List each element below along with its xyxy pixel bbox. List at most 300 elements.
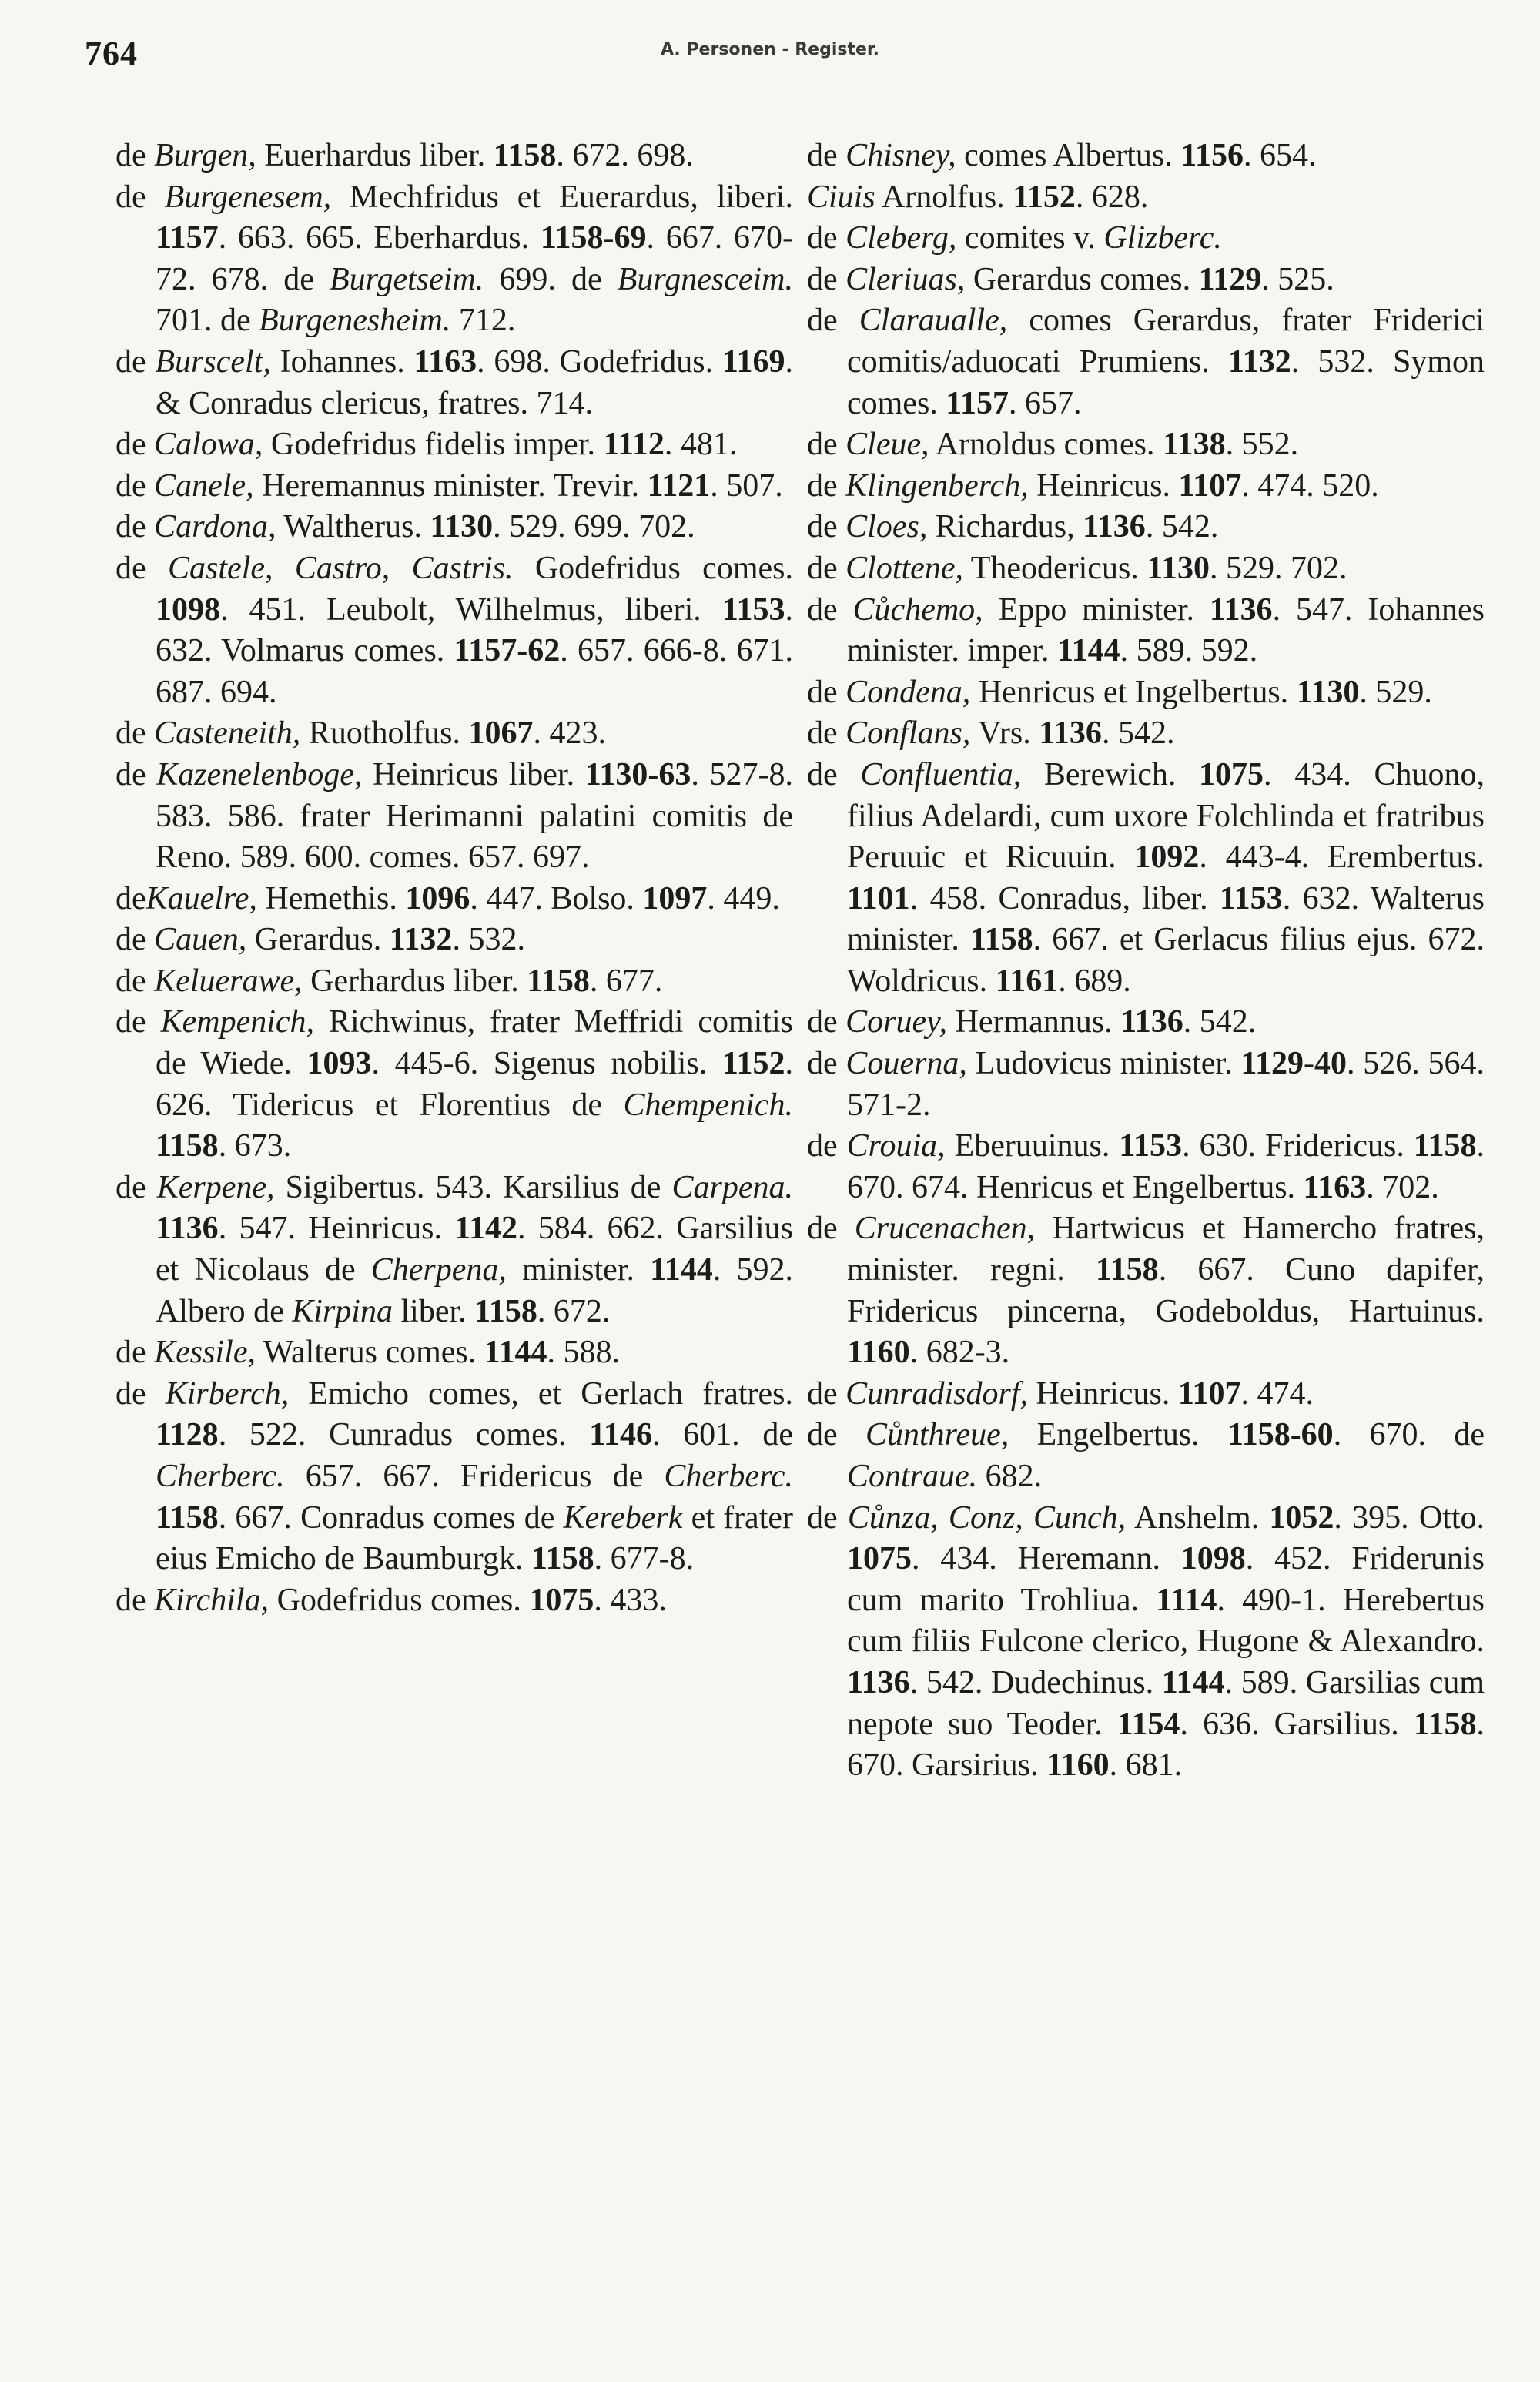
entry-text: . 532. Symon comes. bbox=[847, 343, 1485, 421]
register-entry bbox=[116, 920, 793, 961]
entry-text: . 677-8. bbox=[594, 1541, 695, 1577]
entry-text: . 667. Conradus comes de bbox=[218, 1499, 564, 1536]
entry-text: . 552. bbox=[1225, 427, 1299, 463]
entry-place-name: Claraualle, bbox=[859, 303, 1008, 339]
entry-text: . 682-3. bbox=[909, 1335, 1010, 1371]
entry-text: . 670. Garsirius. bbox=[847, 1706, 1485, 1784]
entry-text: Arnoldus comes. bbox=[929, 427, 1163, 463]
register-entry bbox=[807, 507, 1485, 548]
entry-year: 1075 bbox=[847, 1541, 912, 1577]
entry-year: 1136 bbox=[156, 1211, 219, 1247]
entry-year: 1067 bbox=[468, 715, 534, 752]
entry-text: . 474. bbox=[1240, 1375, 1314, 1412]
entry-place-name: Coruey, bbox=[845, 1004, 947, 1040]
entry-year: 1075 bbox=[529, 1582, 594, 1618]
entry-place-name: Cleue, bbox=[845, 427, 929, 463]
entry-place-name: Cůnza, Conz, Cunch, bbox=[847, 1499, 1127, 1536]
entry-text: Ludovicus minister. bbox=[966, 1046, 1241, 1082]
register-entry bbox=[116, 424, 793, 466]
entry-text: . 522. Cunradus comes. bbox=[218, 1417, 590, 1453]
entry-text: . 589. Garsilias cum nepote suo Teoder. bbox=[847, 1664, 1485, 1742]
entry-text: Eppo minister. bbox=[983, 591, 1210, 628]
entry-text: Vrs. bbox=[970, 715, 1040, 752]
entry-text: de bbox=[116, 1335, 155, 1371]
entry-text: . 698. Godefridus. bbox=[477, 343, 722, 380]
entry-text: de bbox=[807, 1211, 855, 1247]
entry-year: 1144 bbox=[1161, 1664, 1225, 1700]
entry-text: Godefridus comes. bbox=[513, 550, 793, 586]
entry-year: 1112 bbox=[603, 427, 665, 463]
entry-year: 1121 bbox=[647, 467, 711, 504]
entry-year: 1096 bbox=[405, 880, 470, 916]
register-entry bbox=[116, 548, 793, 713]
entry-year: 1136 bbox=[1120, 1004, 1183, 1040]
entry-text: . 395. Otto. bbox=[1334, 1499, 1485, 1536]
entry-place-name: Crouia, bbox=[846, 1128, 946, 1164]
entry-year: 1157-62 bbox=[454, 633, 561, 669]
entry-text: de bbox=[116, 1004, 161, 1040]
entry-place-name: Calowa, bbox=[154, 427, 263, 463]
entry-year: 1163 bbox=[1303, 1169, 1367, 1205]
entry-place-name: Crucenachen, bbox=[854, 1211, 1036, 1247]
entry-place-name: Cherpena, bbox=[370, 1252, 507, 1288]
entry-text: de bbox=[807, 1417, 865, 1453]
entry-text: de bbox=[807, 261, 846, 297]
entry-text: . 529. 702. bbox=[1209, 550, 1348, 586]
entry-text: . 529. 699. 702. bbox=[493, 509, 695, 545]
right-column bbox=[807, 136, 1485, 1787]
register-entry bbox=[116, 1374, 793, 1580]
entry-text: de bbox=[807, 509, 846, 545]
entry-place-name: Burgnesceim. bbox=[617, 261, 793, 297]
entry-place-name: Burgenesem, bbox=[164, 179, 332, 215]
entry-year: 1158-69 bbox=[540, 220, 647, 256]
entry-text: de bbox=[807, 550, 846, 586]
entry-text: . 542. bbox=[1145, 509, 1219, 545]
entry-place-name: Cůnthreue, bbox=[865, 1417, 1009, 1453]
entry-year: 1153 bbox=[1220, 880, 1283, 916]
entry-text: de bbox=[116, 715, 155, 752]
entry-place-name: Kempenich, bbox=[160, 1004, 315, 1040]
entry-text: . 529. bbox=[1359, 674, 1432, 710]
entry-place-name: Cůchemo, bbox=[852, 591, 983, 628]
entry-text: Heremannus minister. Trevir. bbox=[253, 467, 648, 504]
entry-text: . 474. 520. bbox=[1241, 467, 1379, 504]
entry-text: comes Albertus. bbox=[956, 138, 1181, 173]
entry-text: de bbox=[807, 427, 846, 463]
entry-text: de bbox=[807, 303, 859, 339]
entry-year: 1107 bbox=[1177, 1375, 1241, 1412]
entry-year: 1130 bbox=[430, 509, 494, 545]
entry-text: . 433. bbox=[594, 1582, 667, 1618]
entry-text: . 667. Cuno dapifer, Fridericus pincerna, Godeboldus, Hartuinus. bbox=[847, 1252, 1485, 1329]
entry-place-name: Cherberc. bbox=[156, 1459, 285, 1494]
entry-text: Walterus comes. bbox=[255, 1335, 484, 1371]
entry-text: . 654. bbox=[1243, 138, 1317, 173]
entry-year: 1154 bbox=[1116, 1706, 1180, 1742]
entry-year: 1130 bbox=[1296, 674, 1360, 710]
entry-year: 1144 bbox=[484, 1335, 547, 1371]
entry-year: 1098 bbox=[156, 591, 220, 628]
entry-text: de bbox=[807, 1128, 847, 1164]
entry-year: 1130-63 bbox=[584, 756, 691, 792]
entry-text: . 657. 666-8. 671. 687. 694. bbox=[156, 633, 793, 710]
entry-place-name: Kirberch, bbox=[165, 1375, 290, 1412]
entry-place-name: Couerna, bbox=[845, 1046, 967, 1082]
entry-text: . 670. de bbox=[1333, 1417, 1485, 1453]
register-entry bbox=[116, 713, 793, 755]
entry-text: de bbox=[116, 509, 155, 545]
entry-text: . 526. 564. 571-2. bbox=[847, 1046, 1485, 1123]
entry-text: . 632. Walterus minister. bbox=[847, 880, 1485, 958]
entry-text: . 423. bbox=[533, 715, 606, 752]
entry-place-name: Chisney, bbox=[845, 138, 956, 173]
register-entry bbox=[807, 136, 1485, 177]
register-entry bbox=[807, 755, 1485, 1003]
entry-text: Henricus et Ingelbertus. bbox=[970, 674, 1297, 710]
entry-year: 1138 bbox=[1162, 427, 1226, 463]
register-entry bbox=[807, 590, 1485, 672]
entry-text: Richwinus, frater Meffridi comitis de Wiede. bbox=[156, 1004, 793, 1082]
entry-text: Gerhardus liber. bbox=[302, 963, 527, 999]
entry-text: . 681. bbox=[1109, 1747, 1183, 1784]
entry-place-name: Contraue. bbox=[847, 1459, 978, 1494]
register-entry bbox=[116, 1580, 793, 1622]
register-entry bbox=[116, 879, 793, 920]
entry-text: . 689. bbox=[1058, 963, 1131, 999]
entry-text: . 672. bbox=[537, 1293, 611, 1329]
register-entry bbox=[116, 1002, 793, 1167]
entry-year: 1153 bbox=[1119, 1128, 1183, 1164]
register-entry bbox=[807, 177, 1485, 219]
entry-year: 1158 bbox=[474, 1293, 537, 1329]
entry-text: . 532. bbox=[452, 922, 525, 958]
entry-place-name: Burgetseim. bbox=[330, 261, 484, 297]
entry-year: 1158 bbox=[969, 922, 1033, 958]
entry-year: 1136 bbox=[1209, 591, 1273, 628]
entry-year: 1158 bbox=[1413, 1128, 1477, 1164]
entry-text: de bbox=[116, 467, 155, 504]
entry-text: de bbox=[807, 467, 846, 504]
entry-text: de bbox=[116, 922, 155, 958]
entry-year: 1128 bbox=[156, 1417, 219, 1453]
entry-text: . 672. 698. bbox=[556, 138, 694, 173]
entry-year: 1169 bbox=[721, 343, 785, 380]
entry-text: Iohannes. bbox=[270, 343, 414, 380]
entry-text: . 527-8. 583. 586. frater Herimanni palatini comitis de Reno. 589. 600. comes. 657. 697. bbox=[156, 756, 793, 876]
entry-text: . 447. Bolso. bbox=[470, 880, 643, 916]
entry-place-name: Kirchila, bbox=[154, 1582, 270, 1618]
entry-year: 1158 bbox=[156, 1128, 219, 1164]
entry-text: Godefridus comes. bbox=[269, 1582, 530, 1618]
entry-text: . 584. 662. Garsilius et Nicolaus de bbox=[156, 1211, 793, 1288]
entry-year: 1130 bbox=[1147, 550, 1210, 586]
entry-text: . 458. Conradus, liber. bbox=[909, 880, 1220, 916]
entry-year: 1160 bbox=[1046, 1747, 1110, 1784]
register-entry bbox=[807, 218, 1485, 260]
entry-text: 701. de bbox=[156, 303, 259, 339]
entry-year: 1144 bbox=[650, 1252, 713, 1288]
register-entry bbox=[116, 507, 793, 548]
entry-text: 657. 667. Fridericus de bbox=[284, 1459, 665, 1494]
entry-year: 1152 bbox=[1013, 179, 1076, 215]
entry-year: 1158 bbox=[1413, 1706, 1477, 1742]
register-entry bbox=[116, 755, 793, 879]
entry-place-name: Burscelt, bbox=[155, 343, 271, 380]
register-entry bbox=[807, 424, 1485, 466]
entry-text: . 547. Iohannes minister. imper. bbox=[847, 591, 1485, 669]
register-entry bbox=[807, 466, 1485, 508]
entry-text: . 592. Albero de bbox=[156, 1252, 793, 1329]
entry-text: . 630. Fridericus. bbox=[1182, 1128, 1414, 1164]
entry-year: 1097 bbox=[642, 880, 708, 916]
entry-place-name: Keluerawe, bbox=[154, 963, 303, 999]
entry-text: de bbox=[807, 220, 846, 256]
entry-text: de bbox=[116, 427, 155, 463]
entry-text: et frater eius Emicho de Baumburgk. bbox=[156, 1499, 793, 1577]
entry-text: . 636. Garsilius. bbox=[1180, 1706, 1414, 1742]
entry-text: de bbox=[807, 715, 846, 752]
entry-text: comites v. bbox=[956, 220, 1104, 256]
entry-text: . 628. bbox=[1075, 179, 1149, 215]
entry-text: Mechfridus et Euerardus, liberi. bbox=[331, 179, 793, 215]
entry-year: 1158-60 bbox=[1227, 1417, 1334, 1453]
entry-text: de bbox=[807, 674, 846, 710]
register-entry bbox=[807, 1002, 1485, 1044]
entry-text: . 452. Friderunis cum marito Trohliua. bbox=[847, 1541, 1485, 1618]
entry-text: Ruotholfus. bbox=[300, 715, 469, 752]
entry-place-name: Clottene, bbox=[845, 550, 963, 586]
entry-text: Engelbertus. bbox=[1009, 1417, 1228, 1453]
entry-year: 1098 bbox=[1180, 1541, 1246, 1577]
entry-year: 1144 bbox=[1056, 633, 1120, 669]
entry-text: Euerhardus liber. bbox=[256, 138, 494, 173]
entry-text: de bbox=[116, 880, 146, 916]
entry-text: . 434. Heremann. bbox=[912, 1541, 1181, 1577]
entry-text: . 542. bbox=[1183, 1004, 1257, 1040]
entry-text: . 670. 674. Henricus et Engelbertus. bbox=[847, 1128, 1485, 1205]
entry-text: Gerardus. bbox=[246, 922, 390, 958]
entry-text: Heinricus liber. bbox=[362, 756, 585, 792]
entry-place-name: Burgenesheim. bbox=[259, 303, 451, 339]
entry-text: Theodericus. bbox=[962, 550, 1147, 586]
entry-text: . 702. bbox=[1366, 1169, 1439, 1205]
entry-text: . 657. bbox=[1008, 385, 1082, 421]
entry-text: . 525. bbox=[1261, 261, 1334, 297]
entry-place-name: Ciuis bbox=[807, 179, 875, 215]
entry-text: de bbox=[807, 138, 846, 173]
entry-year: 1132 bbox=[389, 922, 453, 958]
page-header bbox=[85, 34, 1455, 88]
entry-text: de bbox=[116, 1169, 157, 1205]
entry-text: Anshelm. bbox=[1126, 1499, 1270, 1536]
entry-year: 1136 bbox=[1039, 715, 1102, 752]
entry-text: Emicho comes, et Gerlach fratres. bbox=[289, 1375, 793, 1412]
entry-place-name: Kerpene, bbox=[156, 1169, 275, 1205]
entry-text: . 443-4. Erembertus. bbox=[1199, 839, 1485, 876]
entry-text: . 677. bbox=[589, 963, 663, 999]
entry-place-name: Glizberc. bbox=[1103, 220, 1222, 256]
entry-year: 1075 bbox=[1199, 756, 1264, 792]
entry-text: Heinricus. bbox=[1028, 1375, 1178, 1412]
entry-text: . 589. 592. bbox=[1120, 633, 1258, 669]
entry-place-name: Kazenelenboge, bbox=[156, 756, 363, 792]
entry-year: 1152 bbox=[721, 1046, 785, 1082]
entry-text: Richardus, bbox=[927, 509, 1083, 545]
entry-place-name: Chempenich. bbox=[623, 1087, 793, 1123]
register-entry bbox=[116, 177, 793, 342]
register-entry bbox=[807, 300, 1485, 424]
entry-text: . 601. de bbox=[651, 1417, 793, 1453]
entry-year: 1158 bbox=[493, 138, 557, 173]
entry-text: . 542. Dudechinus. bbox=[909, 1664, 1162, 1700]
left-column bbox=[116, 136, 793, 1621]
entry-year: 1052 bbox=[1269, 1499, 1334, 1536]
entry-text: Gerardus comes. bbox=[965, 261, 1199, 297]
entry-place-name: Confluentia, bbox=[860, 756, 1022, 792]
entry-place-name: Casteneith, bbox=[154, 715, 301, 752]
entry-place-name: Cloes, bbox=[845, 509, 928, 545]
entry-text: . 588. bbox=[547, 1335, 620, 1371]
entry-year: 1160 bbox=[847, 1335, 910, 1371]
entry-text: . 445-6. Sigenus nobilis. bbox=[371, 1046, 722, 1082]
entry-place-name: Cardona, bbox=[154, 509, 276, 545]
entry-text: de bbox=[116, 1582, 155, 1618]
entry-text: . 542. bbox=[1101, 715, 1175, 752]
register-entry bbox=[807, 1498, 1485, 1787]
entry-place-name: Condena, bbox=[845, 674, 971, 710]
entry-place-name: Kereberk bbox=[563, 1499, 683, 1536]
register-entry bbox=[807, 672, 1485, 714]
entry-text: de bbox=[807, 1004, 846, 1040]
entry-text: . 481. bbox=[664, 427, 738, 463]
entry-text: Eberuuinus. bbox=[945, 1128, 1120, 1164]
entry-text: . 547. Heinricus. bbox=[218, 1211, 455, 1247]
entry-text: . 667. et Gerlacus filius ejus. 672. Woldricus. bbox=[847, 922, 1485, 999]
page-number: 764 bbox=[85, 35, 138, 72]
entry-year: 1156 bbox=[1180, 138, 1244, 173]
entry-text: Waltherus. bbox=[276, 509, 430, 545]
entry-place-name: Canele, bbox=[154, 467, 254, 504]
register-entry bbox=[807, 1208, 1485, 1373]
entry-text: Hartwicus et Hamercho fratres, minister. regni. bbox=[847, 1211, 1485, 1288]
entry-text: de bbox=[116, 963, 155, 999]
entry-text: de bbox=[807, 1499, 848, 1536]
entry-text: Godefridus fidelis imper. bbox=[263, 427, 604, 463]
entry-year: 1153 bbox=[721, 591, 785, 628]
entry-place-name: Cunradisdorf, bbox=[845, 1375, 1029, 1412]
entry-text: . 667. 670-72. 678. de bbox=[156, 220, 793, 297]
register-entry bbox=[116, 342, 793, 424]
entry-text: 682. bbox=[977, 1459, 1043, 1494]
entry-place-name: Kauelre, bbox=[146, 880, 257, 916]
entry-text: . 626. Tidericus et Florentius de bbox=[156, 1046, 793, 1123]
entry-place-name: Cleberg, bbox=[845, 220, 957, 256]
entry-year: 1101 bbox=[847, 880, 910, 916]
entry-place-name: Cherberc. bbox=[664, 1459, 793, 1494]
entry-year: 1092 bbox=[1134, 839, 1200, 876]
entry-text: comes Gerardus, frater Friderici comitis/aduocati Prumiens. bbox=[847, 303, 1485, 380]
running-title: A. Personen - Register. bbox=[660, 40, 879, 59]
entry-text: . 451. Leubolt, Wilhelmus, liberi. bbox=[220, 591, 722, 628]
entry-place-name: Kessile, bbox=[154, 1335, 256, 1371]
register-entry bbox=[116, 466, 793, 508]
register-entry bbox=[116, 961, 793, 1003]
entry-text: de bbox=[116, 550, 169, 586]
entry-text: . 490-1. Herebertus cum filiis Fulcone clerico, Hugone & Alexandro. bbox=[847, 1582, 1485, 1660]
register-entry bbox=[116, 1332, 793, 1374]
register-entry bbox=[807, 548, 1485, 590]
entry-text: de bbox=[116, 343, 156, 380]
entry-text: de bbox=[116, 1375, 166, 1412]
entry-text: . 663. 665. Eberhardus. bbox=[218, 220, 541, 256]
entry-year: 1157 bbox=[156, 220, 219, 256]
entry-text: liber. bbox=[392, 1293, 475, 1329]
entry-text: de bbox=[116, 138, 155, 173]
entry-text: de bbox=[116, 756, 157, 792]
entry-year: 1129 bbox=[1198, 261, 1262, 297]
entry-text: 712. bbox=[450, 303, 516, 339]
register-entry bbox=[807, 1374, 1485, 1415]
entry-text: Berewich. bbox=[1021, 756, 1200, 792]
entry-year: 1158 bbox=[156, 1499, 219, 1536]
entry-place-name: Cauen, bbox=[154, 922, 247, 958]
register-entry bbox=[116, 1168, 793, 1332]
entry-year: 1136 bbox=[847, 1664, 910, 1700]
entry-year: 1136 bbox=[1083, 509, 1146, 545]
entry-place-name: Burgen, bbox=[154, 138, 256, 173]
entry-year: 1158 bbox=[1096, 1252, 1159, 1288]
entry-year: 1114 bbox=[1156, 1582, 1217, 1618]
entry-text: . 507. bbox=[710, 467, 783, 504]
entry-text: de bbox=[807, 756, 861, 792]
entry-text: Sigibertus. 543. Karsilius de bbox=[274, 1169, 672, 1205]
entry-text: de bbox=[807, 1046, 846, 1082]
entry-year: 1161 bbox=[995, 963, 1059, 999]
entry-year: 1158 bbox=[531, 1541, 594, 1577]
entry-text: . 632. Volmarus comes. bbox=[156, 591, 793, 669]
entry-year: 1142 bbox=[454, 1211, 517, 1247]
entry-text: Hemethis. bbox=[256, 880, 406, 916]
entry-place-name: Carpena. bbox=[671, 1169, 793, 1205]
entry-place-name: Castele, Castro, Castris. bbox=[168, 550, 514, 586]
entry-text: Heinricus. bbox=[1028, 467, 1179, 504]
register-entry bbox=[116, 136, 793, 177]
entry-text: Hermannus. bbox=[946, 1004, 1121, 1040]
entry-text: . 434. Chuono, filius Adelardi, cum uxore Folchlinda et fratribus Peruuic et Ricuuin. bbox=[847, 756, 1485, 876]
register-entry bbox=[807, 1415, 1485, 1497]
entry-place-name: Klingenberch, bbox=[845, 467, 1029, 504]
entry-text: de bbox=[807, 1375, 846, 1412]
entry-year: 1157 bbox=[946, 385, 1009, 421]
entry-text: . & Conradus clericus, fratres. 714. bbox=[156, 343, 793, 421]
entry-text: minister. bbox=[506, 1252, 651, 1288]
entry-year: 1093 bbox=[306, 1046, 372, 1082]
register-entry bbox=[807, 260, 1485, 301]
entry-text: de bbox=[116, 179, 165, 215]
entry-year: 1132 bbox=[1228, 343, 1291, 380]
register-entry bbox=[807, 1126, 1485, 1208]
entry-place-name: Kirpina bbox=[292, 1293, 393, 1329]
entry-place-name: Cleriuas, bbox=[845, 261, 966, 297]
entry-text: 699. de bbox=[484, 261, 618, 297]
register-entry bbox=[807, 1044, 1485, 1126]
entry-text: de bbox=[807, 591, 853, 628]
entry-place-name: Conflans, bbox=[845, 715, 971, 752]
register-entry bbox=[807, 713, 1485, 755]
entry-year: 1146 bbox=[589, 1417, 652, 1453]
entry-text: . 449. bbox=[707, 880, 780, 916]
